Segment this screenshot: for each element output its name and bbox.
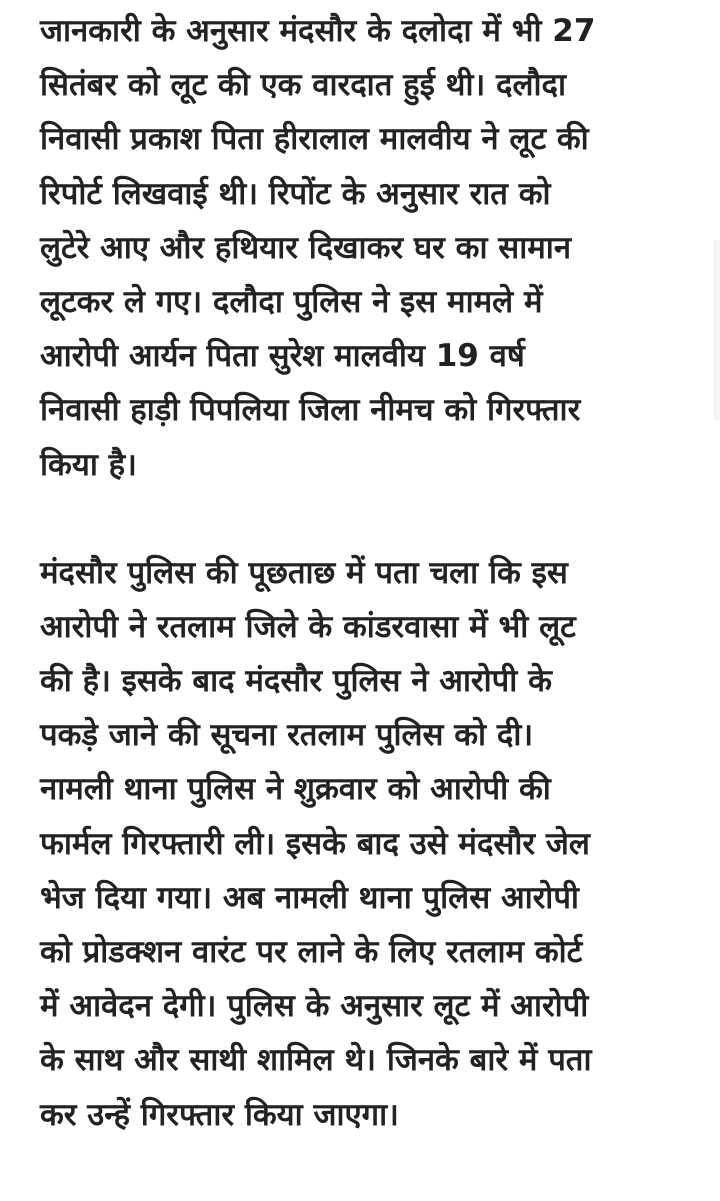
- text-line: की है। इसके बाद मंदसौर पुलिस ने आरोपी के: [40, 663, 552, 700]
- text-line: आरोपी ने रतलाम जिले के कांडरवासा में भी लूट: [40, 608, 576, 645]
- text-line: आरोपी आर्यन पिता सुरेश मालवीय 19 वर्ष: [40, 338, 525, 375]
- text-line: नामली थाना पुलिस ने शुक्रवार को आरोपी की: [40, 771, 551, 808]
- article-paragraph-1: [40, 0, 685, 492]
- text-line: लुटेरे आए और हथियार दिखाकर घर का सामान: [40, 229, 572, 266]
- article-paragraph-2: [40, 546, 685, 1142]
- text-line: पकड़े जाने की सूचना रतलाम पुलिस को दी।: [40, 717, 534, 754]
- text-line: भेज दिया गया। अब नामली थाना पुलिस आरोपी: [40, 879, 579, 916]
- text-line: फार्मल गिरफ्तारी ली। इसके बाद उसे मंदसौर जेल: [40, 825, 590, 862]
- text-line: लूटकर ले गए। दलौदा पुलिस ने इस मामले में: [40, 283, 543, 320]
- text-line: सितंबर को लूट की एक वारदात हुई थी। दलौदा: [40, 67, 567, 104]
- text-line: निवासी हाड़ी पिपलिया जिला नीमच को गिरफ्तार: [40, 392, 581, 429]
- text-line: मंदसौर पुलिस की पूछताछ में पता चला कि इस: [40, 554, 568, 591]
- text-line: निवासी प्रकाश पिता हीरालाल मालवीय ने लूट की: [40, 121, 589, 158]
- text-line: में आवेदन देगी। पुलिस के अनुसार लूट में आरोपी: [40, 988, 589, 1025]
- text-line: रिपोर्ट लिखवाई थी। रिपोंट के अनुसार रात को: [40, 175, 551, 212]
- text-line: किया है।: [40, 446, 137, 483]
- scrollbar-track[interactable]: [714, 240, 720, 420]
- text-line: कर उन्हें गिरफ्तार किया जाएगा।: [40, 1096, 399, 1133]
- text-line: के साथ और साथी शामिल थे। जिनके बारे में पता: [40, 1042, 592, 1079]
- text-line: को प्रोडक्शन वारंट पर लाने के लिए रतलाम कोर्ट: [40, 934, 583, 970]
- article-body: [40, 0, 685, 1142]
- text-line: जानकारी के अनुसार मंदसौर के दलोदा में भी 27: [40, 13, 596, 49]
